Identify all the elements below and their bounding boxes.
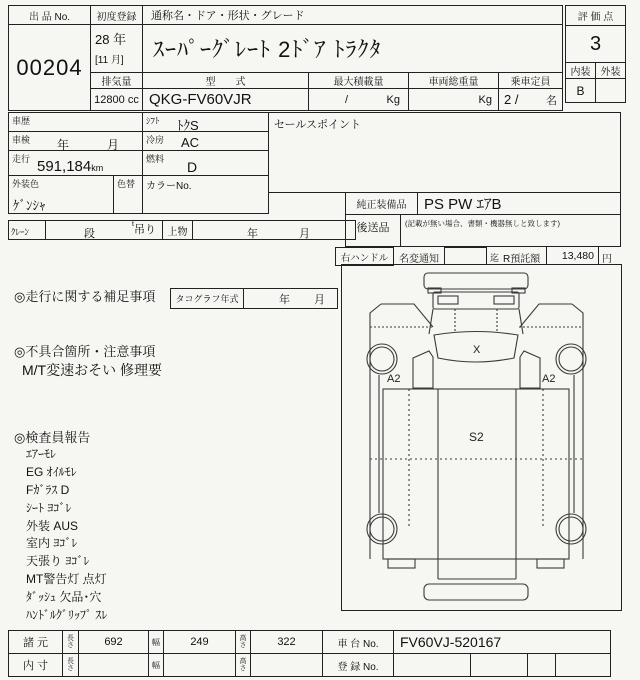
- repaint-label: 色替: [117, 179, 136, 189]
- interior-grade-value: B: [576, 83, 585, 98]
- chassis-no-value-cell: [393, 630, 611, 654]
- cargo-body: [383, 389, 569, 559]
- interior-header: [565, 62, 596, 79]
- inspection-label: 車検: [12, 135, 31, 145]
- inspector-item: 室内 ﾖｺﾞﾚ: [26, 536, 78, 551]
- length-value-cell: [78, 630, 149, 654]
- length-label-cell-2: [62, 653, 79, 677]
- defects-item: M/T変速おそい 修理要: [22, 362, 162, 378]
- crane-t-label: t: [132, 221, 134, 228]
- uwamono-cell: [162, 220, 193, 240]
- width-value-cell: [163, 630, 236, 654]
- name-change-label: 名変通知: [399, 254, 439, 265]
- mileage-value: [37, 158, 103, 175]
- first-registration-header: [90, 5, 143, 25]
- inspector-item: ｴｱｰﾓﾚ: [26, 447, 57, 461]
- windshield-mark: X: [473, 344, 481, 356]
- vehicle-name-cell: [142, 24, 563, 73]
- displacement-cell: [90, 88, 143, 111]
- grade-label: 評 価 点: [577, 12, 614, 23]
- rear-wheel-right-inner: [559, 517, 583, 541]
- reg-no-cell-2: [470, 653, 528, 677]
- deposit-value: 13,480: [561, 249, 594, 262]
- front-bumper: [424, 273, 528, 289]
- lot-number-header: [8, 5, 91, 25]
- exterior-header: [595, 62, 626, 79]
- spec-label: 諸 元: [22, 637, 49, 649]
- inspector-item: EG ｵｲﾙﾓﾚ: [26, 464, 77, 479]
- tachograph-label: タコグラフ年式: [175, 294, 239, 304]
- equipment-value: PS PW ｴｱB: [424, 196, 502, 213]
- grade-value: 3: [589, 32, 602, 55]
- kousouhin-note-cell: [400, 214, 621, 247]
- tachograph-month: 月: [314, 293, 325, 306]
- history-cell: [8, 112, 143, 132]
- capacity-label: 乗車定員: [510, 77, 551, 88]
- fuel-cell: [142, 150, 269, 176]
- kousouhin-label-cell: [345, 214, 401, 247]
- ac-label: 冷房: [146, 135, 165, 145]
- crane-cell: [8, 220, 46, 240]
- inspector-report-title: ◎検査員報告: [14, 430, 91, 445]
- width-label-cell-2: [148, 653, 164, 677]
- reg-no-cell-1: [393, 653, 471, 677]
- inspector-item: 外装 AUS: [26, 518, 79, 533]
- lot-number-value: 00204: [16, 54, 83, 80]
- tachograph-label-cell: [170, 288, 244, 309]
- cab-side-right: [519, 309, 523, 334]
- history-label: 車歴: [12, 116, 31, 126]
- capacity-header: [498, 72, 563, 89]
- inner-width-cell: [163, 653, 236, 677]
- rear-wheel-left: [367, 514, 397, 544]
- name-change-box: [444, 247, 487, 265]
- fuel-value: D: [187, 159, 198, 175]
- vehicle-name-header: [142, 5, 563, 25]
- vehicle-diagram-box: [341, 264, 622, 611]
- headlight-left: [438, 296, 458, 304]
- door-window-right: [520, 351, 540, 388]
- payload-header: [308, 72, 409, 89]
- inspector-item: ﾀﾞｯｼｭ 欠品･穴: [26, 590, 102, 605]
- equipment-label: 純正装備品: [356, 200, 407, 211]
- color-no-label: カラーNo.: [146, 181, 192, 192]
- inner-height-cell: [250, 653, 323, 677]
- interior-grade-cell: [565, 78, 596, 103]
- height-label: 高さ: [239, 658, 247, 672]
- width-label-cell-1: [148, 630, 164, 654]
- ac-cell: [142, 131, 269, 151]
- shift-value: ﾄｸS: [177, 118, 199, 133]
- deposit-box: [546, 246, 599, 265]
- displacement-value: 12800 cc: [94, 93, 139, 106]
- shift-cell: [142, 112, 269, 132]
- uwamono-value-cell: [192, 220, 356, 240]
- inspector-item: ｼｰﾄ ﾖｺﾞﾚ: [26, 500, 72, 515]
- model-value: QKG-FV60VJR: [149, 91, 252, 108]
- model-cell: [142, 88, 309, 111]
- inspector-item: MT警告灯 点灯: [26, 572, 107, 587]
- sales-point-label: セールスポイント: [274, 119, 362, 131]
- grade-header: [565, 5, 626, 26]
- spec-row-label: [8, 630, 63, 654]
- right-mirror-mark: A2: [542, 373, 556, 385]
- exterior-label: 外装: [600, 67, 621, 78]
- width-label: 幅: [152, 660, 160, 670]
- length-value: 692: [104, 636, 123, 648]
- payload-label: 最大積載量: [333, 77, 384, 88]
- tachograph-value-cell: [243, 288, 338, 309]
- rear-bumper: [424, 584, 528, 600]
- rear-tab-right: [537, 559, 564, 568]
- exterior-color-label: 外装色: [12, 179, 40, 189]
- exterior-color-cell: [8, 175, 114, 214]
- left-mirror-mark: A2: [387, 373, 401, 385]
- mileage-supplement-title: ◎走行に関する補足事項: [14, 289, 156, 304]
- cab-side-left: [429, 309, 433, 334]
- ac-value: AC: [181, 135, 200, 150]
- defects-title: ◎不具合箇所・注意事項: [14, 344, 156, 359]
- reg-no-label: 登 録 No.: [337, 661, 379, 673]
- height-label-cell-1: [235, 630, 251, 654]
- inspection-month: 月: [107, 138, 120, 152]
- first-registration-year: 28 年: [95, 32, 127, 47]
- body-mark: S2: [469, 430, 484, 444]
- door-window-left: [413, 351, 433, 388]
- crane-detail-cell: [45, 220, 163, 240]
- first-registration-cell: [90, 24, 143, 73]
- inspector-item: 天張り ﾖｺﾞﾚ: [26, 554, 90, 569]
- crane-tsuri-label: 吊り: [134, 224, 156, 236]
- front-wheel-right: [556, 344, 586, 374]
- yen-label: 円: [602, 254, 612, 265]
- first-registration-label: 初度登録: [96, 11, 137, 23]
- width-value: 249: [190, 636, 209, 648]
- mileage-unit: km: [91, 163, 104, 173]
- model-header: [142, 72, 309, 89]
- reg-no-cell-3: [527, 653, 556, 677]
- front-wheel-right-inner: [559, 347, 583, 371]
- height-label-cell-2: [235, 653, 251, 677]
- grade-cell: [565, 25, 626, 63]
- reg-no-label-cell: [322, 653, 394, 677]
- repaint-cell: [113, 175, 143, 214]
- chassis-no-value: FV60VJ-520167: [400, 634, 502, 650]
- length-label: 長さ: [67, 658, 74, 672]
- tachograph-year: 年: [279, 293, 290, 306]
- mirror-arm-right: [520, 304, 572, 327]
- height-label: 高さ: [239, 635, 247, 649]
- rear-tab-left: [388, 559, 415, 568]
- chassis-no-label: 車 台 No.: [337, 638, 379, 650]
- front-wheel-left: [367, 344, 397, 374]
- mileage-cell: [8, 150, 143, 176]
- payload-unit: Kg: [386, 93, 400, 106]
- displacement-label: 排気量: [101, 77, 132, 88]
- crane-tsuri-group: [132, 221, 156, 237]
- inspector-report-list: [26, 446, 256, 625]
- lot-number-cell: [8, 24, 91, 111]
- uwamono-year: 年: [247, 228, 258, 240]
- capacity-unit: 名: [546, 94, 557, 107]
- made-label: 迄: [490, 253, 500, 263]
- kousouhin-label: 後送品: [356, 222, 390, 234]
- inner-dim-row-label: [8, 653, 63, 677]
- payload-cell: [308, 88, 409, 111]
- uwamono-label: 上物: [167, 226, 188, 238]
- gvw-label: 車両総重量: [428, 77, 479, 88]
- height-value-cell: [250, 630, 323, 654]
- inspector-item: ﾊﾝﾄﾞﾙｸﾞﾘｯﾌﾟ ｽﾚ: [26, 608, 108, 623]
- mileage-number: 591,184: [37, 158, 92, 175]
- sales-point-box: [268, 112, 621, 193]
- uwamono-month: 月: [299, 228, 310, 240]
- chassis-no-label-cell: [322, 630, 394, 654]
- fuel-label: 燃料: [146, 154, 165, 164]
- gvw-header: [408, 72, 499, 89]
- inspector-item: Fｶﾞﾗｽ D: [26, 482, 70, 497]
- capacity-cell: [498, 88, 563, 111]
- length-label-cell-1: [62, 630, 79, 654]
- exterior-grade-cell: [595, 78, 626, 103]
- vehicle-name-value: ｽｰﾊﾟｰｸﾞﾚｰﾄ 2ﾄﾞｱ ﾄﾗｸﾀ: [153, 37, 382, 62]
- width-label: 幅: [152, 637, 160, 647]
- first-registration-month: [11 月]: [95, 55, 124, 66]
- rear-wheel-right: [556, 514, 586, 544]
- height-value: 322: [277, 636, 296, 648]
- crane-label: ｸﾚｰﾝ: [11, 227, 30, 237]
- interior-label: 内装: [570, 67, 591, 78]
- capacity-value: 2 /: [504, 92, 519, 107]
- gvw-unit: Kg: [478, 93, 492, 106]
- inspection-year: 年: [57, 138, 70, 152]
- handle-label: 右ハンドル: [340, 252, 389, 264]
- payload-slash: /: [345, 93, 349, 106]
- exterior-color-value: ｹﾞﾝｼｬ: [13, 198, 46, 213]
- mileage-label: 走行: [12, 154, 31, 164]
- lot-number-label: 出 品 No.: [28, 11, 71, 23]
- shift-label: ｼﾌﾄ: [146, 116, 160, 126]
- equipment-value-cell: [417, 192, 621, 215]
- kousouhin-note: (記載が無い場合、書類・機器無しと致します): [405, 219, 560, 228]
- model-label: 型 式: [205, 77, 246, 88]
- deposit-label: R預託額: [503, 254, 541, 265]
- inner-length-cell: [78, 653, 149, 677]
- vehicle-name-label: 通称名・ドア・形状・グレード: [151, 10, 305, 22]
- inspection-cell: [8, 131, 143, 151]
- truck-diagram: [342, 265, 621, 610]
- length-label: 長さ: [67, 635, 74, 649]
- gvw-cell: [408, 88, 499, 111]
- rear-wheel-left-inner: [370, 517, 394, 541]
- inner-dim-label: 内 寸: [22, 660, 49, 672]
- color-no-cell: [142, 175, 269, 214]
- crane-dan-label: 段: [84, 228, 95, 240]
- cab-front-panel: [433, 292, 519, 309]
- front-wheel-left-inner: [370, 347, 394, 371]
- equipment-label-cell: [345, 192, 418, 215]
- reg-no-cell-4: [555, 653, 611, 677]
- headlight-right: [494, 296, 514, 304]
- displacement-header: [90, 72, 143, 89]
- mirror-arm-left: [381, 304, 433, 327]
